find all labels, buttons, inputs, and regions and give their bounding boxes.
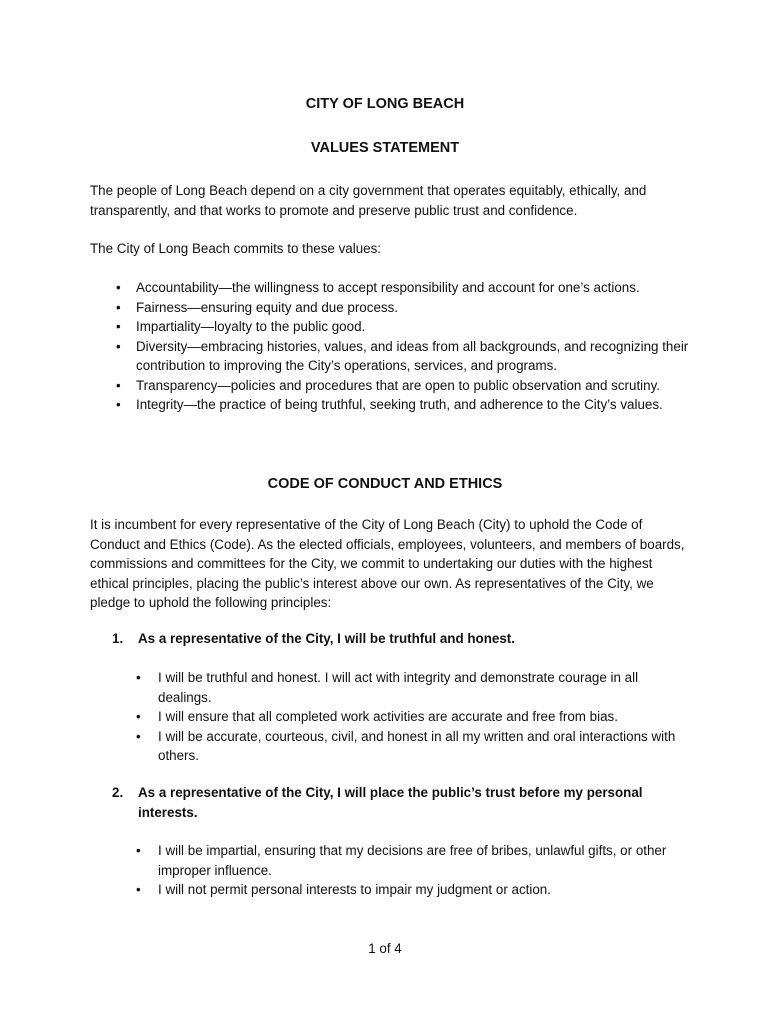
principle-item bbox=[112, 841, 692, 880]
principle-item-text: I will not permit personal interests to impair my judgment or action. bbox=[158, 882, 551, 897]
code-heading: CODE OF CONDUCT AND ETHICS bbox=[267, 476, 503, 492]
values-list bbox=[90, 278, 690, 415]
bullet-icon: • bbox=[136, 709, 141, 724]
bullet-icon: • bbox=[116, 280, 121, 295]
bullet-icon: • bbox=[136, 670, 141, 685]
commitment-line: The City of Long Beach commits to these values: bbox=[90, 241, 382, 256]
page-title: CITY OF LONG BEACH bbox=[305, 96, 465, 112]
principle-number: 2. bbox=[112, 785, 124, 800]
value-text: Impartiality—loyalty to the public good. bbox=[136, 319, 366, 334]
bullet-icon: • bbox=[116, 397, 121, 412]
values-heading: VALUES STATEMENT bbox=[310, 140, 460, 156]
principle-item-text: I will be accurate, courteous, civil, and honest in all my written and oral interactions with others. bbox=[158, 728, 676, 763]
principle-2-heading bbox=[112, 783, 672, 822]
principle-1-items bbox=[112, 668, 692, 766]
value-item bbox=[90, 376, 690, 396]
bullet-icon: • bbox=[116, 319, 121, 334]
code-paragraph: It is incumbent for every representative of the City of Long Beach (City) to uphold the Code of Conduct and Ethics (Code). As the elected officials, employees, volunteers, and members of boards, commissions and committees for the City, we commit to undertaking our duties with the highest ethical principles, placing the public’s interest above our own. As representatives of the City, we pledge to uphold the following principles: bbox=[90, 517, 685, 610]
value-item bbox=[90, 395, 690, 415]
bullet-icon: • bbox=[116, 377, 121, 393]
value-text: Diversity—embracing histories, values, and ideas from all backgrounds, and recognizing their contribution to improving the City’s operations, services, and programs. bbox=[136, 338, 689, 373]
principle-item bbox=[112, 727, 692, 766]
principle-item-text: I will ensure that all completed work activities are accurate and free from bias. bbox=[158, 709, 618, 724]
principle-item bbox=[112, 880, 692, 900]
principle-1-heading bbox=[112, 629, 672, 649]
principle-item bbox=[112, 707, 692, 727]
value-text: Integrity—the practice of being truthful, seeking truth, and adherence to the City’s values. bbox=[136, 397, 663, 412]
principle-number: 1. bbox=[112, 631, 124, 646]
principle-2-items bbox=[112, 841, 692, 900]
value-text: Accountability—the willingness to accept responsibility and account for one’s actions. bbox=[136, 280, 640, 295]
intro-paragraph: The people of Long Beach depend on a city government that operates equitably, ethically, and transparently, and that works to promote and preserve public trust and confidence. bbox=[90, 183, 647, 218]
principle-item-text: I will be impartial, ensuring that my decisions are free of bribes, unlawful gifts, or other improper influence. bbox=[158, 843, 667, 878]
principle-text: As a representative of the City, I will place the public’s trust before my personal interests. bbox=[138, 785, 643, 820]
bullet-icon: • bbox=[116, 299, 121, 315]
principle-item-text: I will be truthful and honest. I will act with integrity and demonstrate courage in all dealings. bbox=[158, 670, 639, 705]
bullet-icon: • bbox=[136, 728, 141, 744]
value-item bbox=[90, 317, 690, 337]
value-text: Fairness—ensuring equity and due process. bbox=[136, 299, 399, 315]
value-item bbox=[90, 298, 690, 318]
page-number: 1 of 4 bbox=[368, 941, 402, 956]
principle-item bbox=[112, 668, 692, 707]
bullet-icon: • bbox=[136, 843, 141, 858]
bullet-icon: • bbox=[116, 338, 121, 354]
value-text: Transparency—policies and procedures that are open to public observation and scrutiny. bbox=[136, 377, 661, 393]
bullet-icon: • bbox=[136, 882, 141, 897]
value-item bbox=[90, 278, 690, 298]
value-item bbox=[90, 337, 690, 376]
principle-text: As a representative of the City, I will be truthful and honest. bbox=[138, 631, 515, 646]
